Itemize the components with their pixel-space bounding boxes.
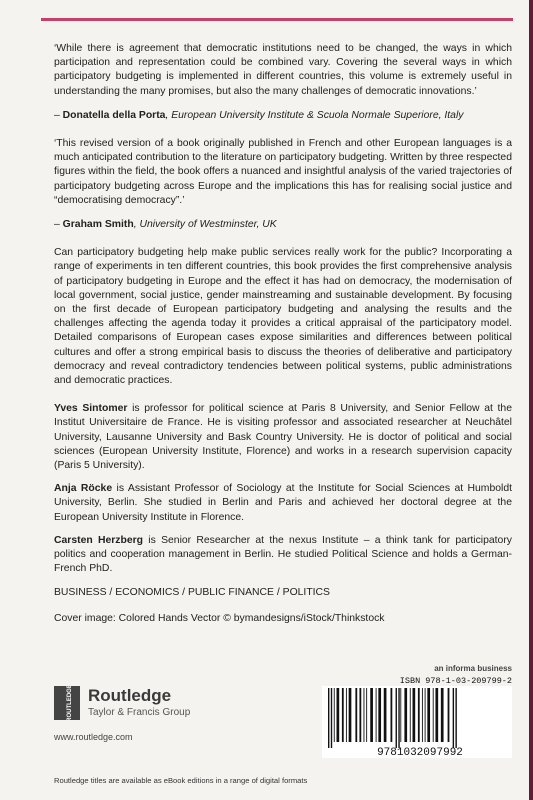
barcode-bar [400, 688, 401, 742]
barcode-bar [334, 688, 335, 742]
barcode-bar [391, 688, 393, 742]
isbn-label: ISBN 978-1-03-209799-2 [399, 676, 512, 686]
barcode-bar [384, 688, 387, 742]
endorsement-quote-1: ‘While there is agreement that democratic institutions need to be changed, the ways in which participation and representation could be combined vary. Covering the several ways in which participatory budgeting is implemented in different countries, this volume is extremely useful in understanding the many promises, but also the many challenges of democratic innovations.’ [54, 43, 512, 97]
publisher-url: www.routledge.com [54, 732, 133, 742]
barcode-bar [376, 688, 377, 742]
endorsement-quote-2: ‘This revised version of a book originally published in French and other European languages is a much anticipated contribution to the literature on participatory budgeting. Written by three respected figures within the field, the book offers a nuanced and insightful analysis of the varied trajectories of participatory budgeting across Europe and the implications this has for realising social justice and “democratising democracy”.’ [54, 138, 512, 206]
attribution-dash: – [54, 109, 63, 121]
ebook-availability-note: Routledge titles are available as eBook editions in a range of digital formats [54, 776, 308, 785]
barcode-digits: 9781032097992 [377, 747, 463, 758]
barcode-bar [448, 688, 450, 742]
cover-text [54, 42, 512, 626]
barcode-bar [422, 688, 423, 742]
barcode-bar [331, 688, 332, 748]
barcode-bar [413, 688, 416, 742]
barcode-bar [355, 688, 357, 742]
publisher-name: Routledge [88, 686, 172, 705]
barcode-bar [349, 688, 352, 742]
author-name: Anja Röcke [54, 483, 113, 495]
routledge-logo [54, 686, 204, 722]
barcode-bar [370, 688, 373, 742]
barcode-bar [396, 688, 397, 748]
barcode-bar [364, 688, 365, 742]
barcode-bar [441, 688, 444, 742]
isbn-barcode [322, 686, 512, 758]
barcode-bar [435, 688, 438, 742]
endorser-affiliation: , European University Institute & Scuola Normale Superiore, Italy [165, 109, 464, 121]
top-accent-rule [41, 18, 513, 21]
barcode-bar [453, 688, 454, 748]
publisher-footer [54, 662, 512, 785]
barcode-bar [328, 688, 329, 748]
barcode-bar [410, 688, 411, 742]
routledge-mark-icon [54, 686, 80, 720]
endorser-name: Graham Smith [62, 219, 134, 231]
routledge-mark-text: ROUTLEDGE [67, 686, 73, 720]
attribution-dash: – [54, 219, 63, 231]
subject-categories: BUSINESS / ECONOMICS / PUBLIC FINANCE / POLITICS [54, 586, 330, 598]
book-description: Can participatory budgeting help make public services really work for the public? Incorporating a range of experiments in ten different countries, this book provides the first comprehensive analysis of participatory budgeting in Europe and the effect it has had on democracy, the modernisation of local government, social justice, gender mainstreaming and sustainable development. By focusing on the first decade of European participatory budgeting and analysing the results and the challenges affecting the agenda today it provides a critical appraisal of the participatory model. Detailed comparisons of European cases expose similarities and differences between political cultures and offer a strong empirical basis to discuss the theories of deliberative and participatory democracy and reveal contradictory tendencies between political systems, public administrations and democratic practices. [54, 247, 512, 387]
cover-image-credit: Cover image: Colored Hands Vector © bymandesigns/iStock/Thinkstock [54, 612, 385, 624]
barcode-bar [433, 688, 434, 742]
endorser-affiliation: , University of Westminster, UK [133, 219, 277, 231]
barcode-bar [455, 688, 456, 748]
endorsement-attribution-2 [54, 218, 512, 232]
endorsement-attribution-1 [54, 109, 512, 123]
author-bio-herzberg [54, 534, 512, 577]
routledge-mark-graphic [54, 686, 80, 720]
author-name: Yves Sintomer [54, 403, 128, 415]
barcode-bar [398, 688, 399, 748]
barcode-bar [378, 688, 381, 742]
author-bio-text: is professor for political science at Paris 8 University, and Senior Fellow at the Institut Universitaire de France. He is visiting professor and associated researcher at Neuchâtel University, Lausanne University and Bask Country University. He is doctor of political and social sciences (European University Institute, Florence) and works in a research supervision capacity (Paris 5 University). [54, 403, 512, 472]
barcode-bar [404, 688, 407, 742]
barcode-bar [337, 688, 340, 742]
barcode-bar [425, 688, 426, 742]
barcode-bar [366, 688, 367, 742]
author-bio-text: is Senior Researcher at the nexus Institute – a think tank for participatory politics and cooperation management in Berlin. He studied Political Science and holds a German-French PhD. [54, 534, 512, 575]
author-name: Carsten Herzberg [54, 534, 144, 546]
barcode-bar [418, 688, 420, 742]
endorser-name: Donatella della Porta [62, 109, 166, 121]
author-bio-text: is Assistant Professor of Sociology at the Institute for Social Sciences at Humboldt University, Berlin. She studied in Berlin and Paris and achieved her doctoral degree at the European University Institute in Florence. [54, 483, 512, 523]
barcode-bar [427, 688, 430, 742]
publisher-group: Taylor & Francis Group [88, 707, 191, 718]
author-bio-rocke [54, 482, 512, 525]
author-bio-sintomer [54, 402, 512, 473]
informa-tagline: an informa business [434, 664, 512, 673]
barcode-bar [346, 688, 347, 742]
barcode-bar [359, 688, 361, 742]
barcode-bar [342, 688, 344, 742]
